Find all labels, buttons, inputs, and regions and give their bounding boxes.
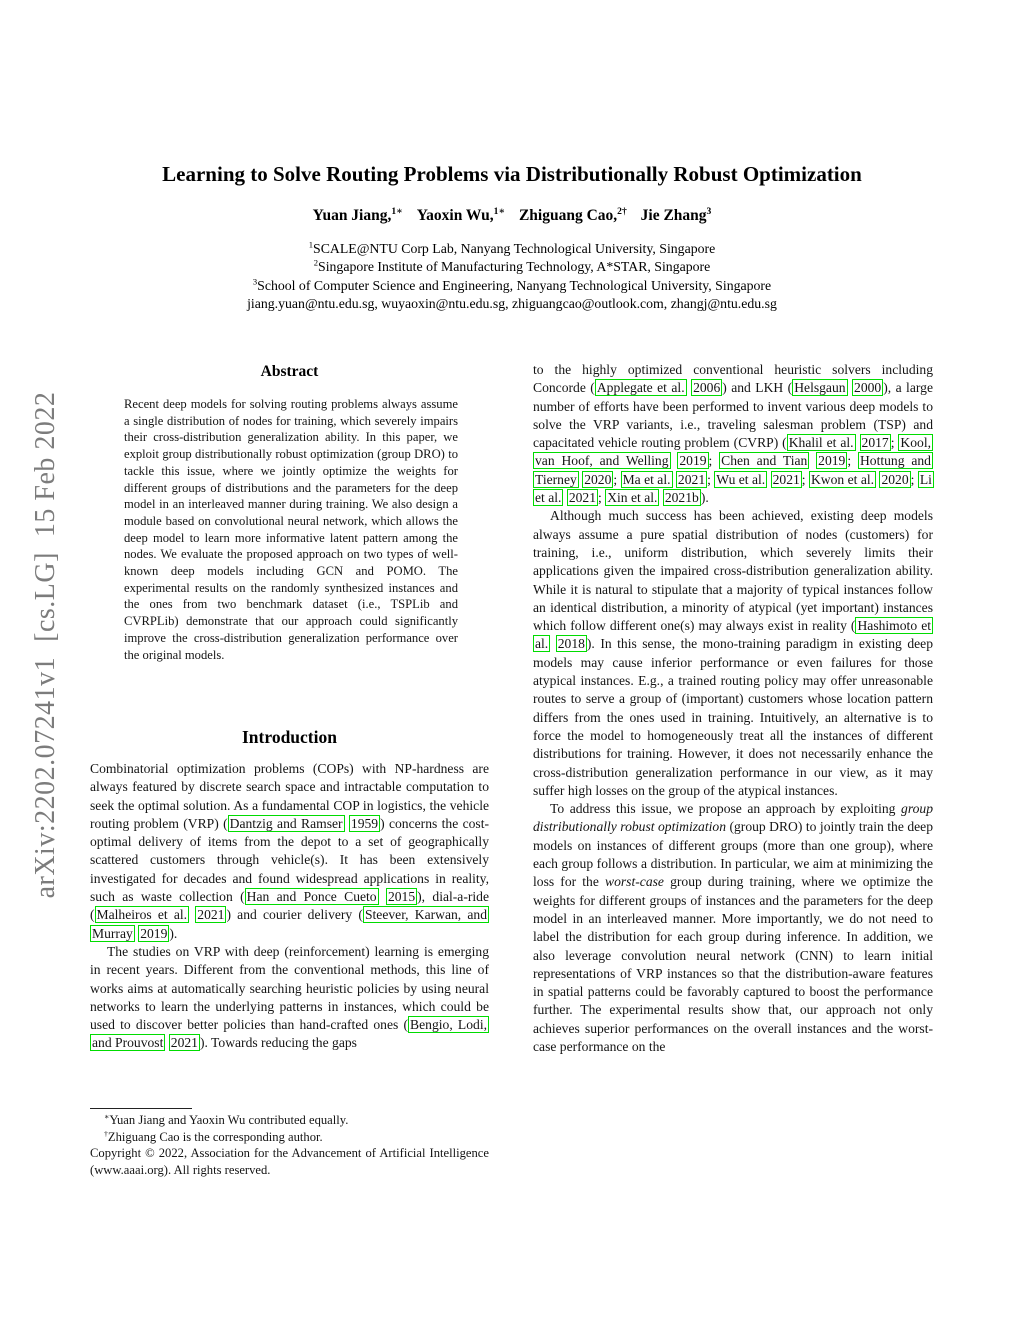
citation-link[interactable]: Kwon et al.	[810, 471, 875, 487]
citation-link[interactable]: 2021	[772, 471, 800, 487]
introduction-heading: Introduction	[242, 727, 337, 747]
citation-link[interactable]: Xin et al.	[607, 490, 658, 506]
citation-link[interactable]: Helsgaun	[794, 380, 846, 396]
author-2	[417, 207, 505, 224]
citation-link[interactable]: Bengio, Lodi, and Prouvost	[92, 1017, 488, 1051]
right-paragraph-1: to the highly optimized conventional heuristic solvers including Concorde ( Applegate et al. 2006 ) and LKH ( Helsgaun 2000 ), a large number of efforts have been performed to invent various deep models to solve the VRP variants, i.e., traveling salesman problem (TSP) and capacitated vehicle routing problem (CVRP) ( Khalil et al. 2017 ; Kool, van Hoof, and Welling 2019 ; Chen and Tian 2019 ; Hottung and Tierney 2020 ; Ma et al. 2021 ; Wu et al. 2021 ; Kwon et al. 2020 ; Li et al. 2021 ; Xin et al. 2021b ).	[533, 362, 933, 506]
arxiv-watermark: arXiv:2202.07241v1 [cs.LG] 15 Feb 2022	[30, 391, 61, 899]
right-paragraph-2: Although much success has been achieved, existing deep models always assume a pure spatial distribution of nodes (customers) for training, i.e., uniform distribution, which severely limits their applications given the impaired cross-distribution generalization ability. While it is natural to stipulate that a majority of typical instances follow an identical distribution, a minority of atypical (yet important) instances which follow different one(s) may always exist in reality ( Hashimoto et al. 2018 ). In this sense, the mono-training paradigm in existing deep models may cause inferior performance or even failures for those atypical instances. E.g., a trained routing policy may offer unreasonable routes to serve a group of (important) customers whose location pattern differs from the ones used in training. Intuitively, an alternative is to force the model to homogeneously treat all the instances of different distributions for training. However, it does not necessarily enhance the cross-distribution generalization performance in our view, as it may suffer high losses on the group of the atypical instances.	[533, 508, 934, 798]
affiliation-1	[0, 240, 1024, 258]
citation-link[interactable]: 2021	[197, 907, 225, 923]
citation-link[interactable]: Kool, van Hoof, and Welling	[535, 435, 932, 469]
citation-link[interactable]: Han and Ponce Cueto	[246, 889, 377, 905]
footnote-corresponding-author	[90, 1129, 489, 1146]
footnote-equal-contribution	[90, 1112, 489, 1129]
citation-link[interactable]: 2019	[818, 453, 846, 469]
citation-link[interactable]: 2020	[584, 471, 612, 487]
citation-link[interactable]: 1959	[350, 815, 379, 831]
footnote-1-marker: ∗	[104, 1111, 110, 1121]
citation-link[interactable]: Chen and Tian	[721, 453, 808, 469]
author-3-name: Zhiguang Cao,	[518, 207, 618, 224]
author-4-name: Jie Zhang	[640, 207, 707, 224]
left-column	[90, 760, 489, 1053]
citation-link[interactable]: 2020	[881, 471, 909, 487]
intro-paragraph-2: The studies on VRP with deep (reinforcement) learning is emerging in recent years. Different from the conventional methods, this line of works aims at automatically searching heuristic policies by using neural networks to learn the underlying patterns in instances, which could be used to discover better policies than hand-crafted ones ( Bengio, Lodi, and Prouvost 2021 ). Towards reducing the gaps	[90, 943, 489, 1051]
citation-link[interactable]: 2021	[677, 471, 706, 487]
citation-link[interactable]: 2019	[679, 453, 707, 469]
footnote-2-marker: †	[104, 1128, 108, 1138]
citation-link[interactable]: 2015	[387, 889, 416, 905]
author-1	[313, 207, 403, 224]
citation-link[interactable]: Steever, Karwan, and Murray	[92, 907, 488, 941]
footnote-divider	[90, 1108, 192, 1109]
citation-link[interactable]: Dantzig and Ramser	[229, 815, 343, 831]
italic-text: worst-case	[605, 874, 664, 890]
author-1-name: Yuan Jiang,	[312, 207, 392, 224]
right-paragraph-3: To address this issue, we propose an approach by exploiting group distributionally robust optimization (group DRO) to jointly train the deep models on instances of different groups (more than one group), where each group follows a distribution. In particular, we aim at minimizing the loss for the worst-case group during training, where we optimize the weights for different groups of instances and the parameters for the deep model in an interleaved manner. More importantly, we do not need to label the distribution for each group during inference. In addition, we also leverage convolution neural network (CNN) to learn initial representations of VRP instances so that the distribution-aware features in spatial patterns could be favorably captured to boost the performance further. The experimental results show that, our approach not only achieves superior performances on the overall instances and the worst-case performance on the	[533, 801, 934, 1054]
affiliation-1-text: SCALE@NTU Corp Lab, Nanyang Technological University, Singapore	[313, 241, 716, 256]
citation-link[interactable]: Hashimoto et al.	[535, 618, 932, 652]
citation-link[interactable]: Wu et al.	[716, 471, 766, 487]
affiliation-2	[0, 258, 1024, 276]
author-emails: jiang.yuan@ntu.edu.sg, wuyaoxin@ntu.edu.sg, zhiguangcao@outlook.com, zhangj@ntu.edu.sg	[247, 296, 777, 311]
citation-link[interactable]: 2018	[557, 636, 585, 652]
author-4-superscript: 3	[706, 205, 712, 217]
citation-link[interactable]: 2006	[693, 380, 721, 396]
affiliation-2-superscript: 2	[313, 257, 319, 268]
footnote-1-text: Yuan Jiang and Yaoxin Wu contributed equally.	[109, 1113, 349, 1127]
paper-title: Learning to Solve Routing Problems via Distributionally Robust Optimization	[162, 162, 862, 186]
author-line	[0, 207, 1024, 225]
abstract-text: Recent deep models for solving routing problems always assume a single distribution of nodes for training, which severely impairs their cross-distribution generalization ability. In this paper, we exploit group distributionally robust optimization (group DRO) to tackle this issue, where we jointly optimize the weights for different groups of distributions and the parameters for the deep model in an interleaved manner during training. We also design a module based on convolutional neural network, which allows the deep model to learn more informative latent pattern among the nodes. We evaluate the proposed approach on two types of well-known deep models including GCN and POMO. The experimental results on the randomly synthesized instances and the ones from two benchmark dataset (i.e., TSPLib and CVRPLib) demonstrate that our approach could significantly improve the cross-distribution generalization performance over the original models.	[124, 397, 458, 662]
copyright-notice: Copyright © 2022, Association for the Advancement of Artificial Intelligence (www.aaai.org). All rights reserved.	[90, 1146, 489, 1177]
footnote-2-text: Zhiguang Cao is the corresponding author.	[107, 1129, 323, 1144]
right-column	[533, 361, 933, 1056]
author-4	[641, 207, 712, 224]
affiliations	[0, 240, 1024, 295]
citation-link[interactable]: Applegate et al.	[596, 380, 685, 396]
intro-paragraph-1: Combinatorial optimization problems (COPs) with NP-hardness are always featured by discrete search space and intractable computation to seek the optimal solution. As a fundamental COP in logistics, the vehicle routing problem (VRP) ( Dantzig and Ramser 1959 ) concerns the cost-optimal delivery of items from the depot to a set of geographically scattered customers through vehicle(s). It has been extensively investigated for decades and found widespread applications in reality, such as waste collection ( Han and Ponce Cueto 2015 ), dial-a-ride ( Malheiros et al. 2021 ) and courier delivery ( Steever, Karwan, and Murray 2019 ).	[90, 761, 490, 941]
author-1-superscript: 1∗	[391, 205, 403, 217]
citation-link[interactable]: 2017	[861, 435, 889, 451]
citation-link[interactable]: Malheiros et al.	[96, 907, 188, 923]
footnotes	[90, 1112, 489, 1178]
citation-link[interactable]: Khalil et al.	[788, 435, 854, 451]
abstract-heading: Abstract	[260, 363, 319, 380]
italic-text: group distributionally robust optimization	[533, 801, 933, 835]
citation-link[interactable]: Hottung and Tierney	[535, 453, 931, 487]
citation-link[interactable]: 2000	[854, 380, 882, 396]
author-3-superscript: 2†	[617, 205, 627, 217]
citation-link[interactable]: 2019	[140, 925, 168, 941]
author-3	[519, 207, 627, 224]
citation-link[interactable]: Li et al.	[535, 471, 932, 506]
citation-link[interactable]: 2021b	[664, 490, 699, 506]
author-2-superscript: 1∗	[493, 205, 506, 217]
affiliation-3	[0, 277, 1024, 295]
affiliation-3-text: School of Computer Science and Engineering, Nanyang Technological University, Singapore	[257, 277, 772, 293]
citation-link[interactable]: Ma et al.	[622, 471, 671, 487]
author-2-name: Yaoxin Wu,	[416, 207, 494, 224]
affiliation-3-superscript: 3	[252, 276, 258, 287]
citation-link[interactable]: 2021	[170, 1035, 198, 1051]
affiliation-2-text: Singapore Institute of Manufacturing Technology, A*STAR, Singapore	[318, 259, 711, 275]
citation-link[interactable]: 2021	[568, 490, 597, 506]
affiliation-1-superscript: 1	[308, 239, 314, 250]
